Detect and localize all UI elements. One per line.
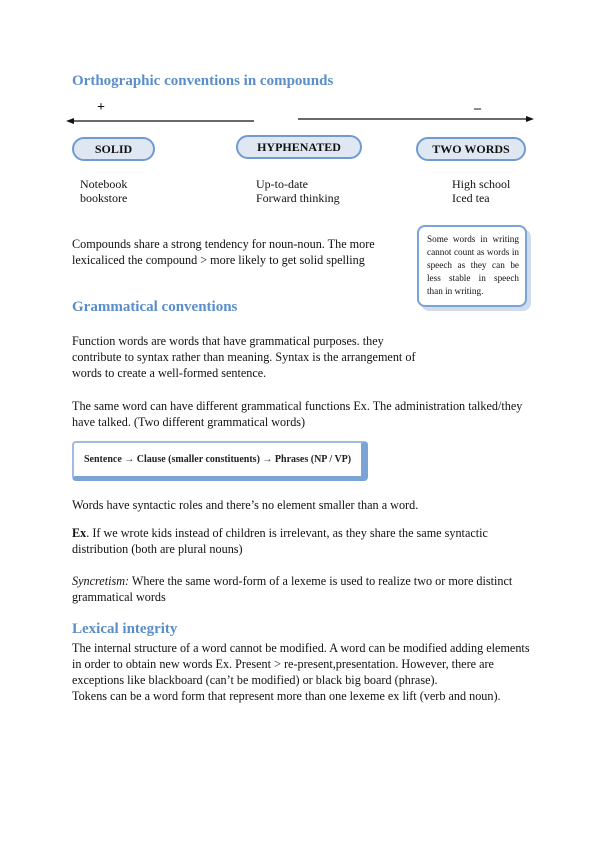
example-item: Up-to-date (256, 177, 308, 191)
examples-two-words (452, 177, 510, 205)
syntactic-roles-paragraph: Words have syntactic roles and there’s no element smaller than a word. (72, 498, 419, 512)
example-item: Notebook (80, 177, 128, 191)
pill-solid-label: SOLID (94, 141, 133, 156)
pill-two-words (416, 137, 526, 161)
formula-text: Sentence → Clause (smaller constituents) → Phrases (NP / VP) (84, 454, 352, 465)
right-arrow-head (526, 116, 534, 122)
pill-two-words-label: TWO WORDS (432, 141, 510, 156)
minus-symbol: – (474, 101, 481, 116)
compounds-note: Compounds share a strong tendency for noun-noun. The more lexicaliced the compound > more likely to get solid spelling (72, 237, 375, 267)
pill-hyphenated-label: HYPHENATED (257, 139, 341, 154)
example-item: Forward thinking (256, 191, 340, 205)
example-text: . If we wrote kids instead of children is irrelevant, as they share the same syntactic distribution (both are plural nouns) (72, 526, 488, 556)
grammatical-functions-paragraph: The same word can have different grammatical functions Ex. The administration talked/they have talked. (Two different grammatical words) (72, 399, 523, 429)
left-arrow-head (66, 118, 74, 124)
syncretism-term: Syncretism: (72, 574, 130, 588)
example-item: Iced tea (452, 191, 490, 205)
heading-lexical: Lexical integrity (72, 621, 178, 637)
tokens-paragraph: Tokens can be a word form that represent more than one lexeme ex lift (verb and noun). (72, 689, 501, 703)
examples-hyphenated (256, 177, 340, 205)
example-label: Ex (72, 526, 87, 540)
heading-grammatical: Grammatical conventions (72, 299, 238, 315)
examples-solid (80, 177, 127, 205)
lexical-integrity-paragraph: The internal structure of a word cannot be modified. A word can be modified adding elements in order to obtain new words Ex. Present > re-present,presentation. However, there are exceptions like blackboard (can’t be modified) or black big board (phrase). (72, 641, 530, 687)
example-item: High school (452, 177, 511, 191)
pill-solid (72, 137, 155, 161)
heading-orthographic: Orthographic conventions in compounds (72, 73, 334, 89)
plus-symbol: + (97, 100, 105, 115)
example-paragraph (72, 525, 517, 557)
example-item: bookstore (80, 191, 128, 205)
syncretism-definition: Where the same word-form of a lexeme is used to realize two or more distinct grammatical words (72, 574, 513, 604)
pill-hyphenated (236, 135, 362, 159)
formula-box (72, 441, 368, 481)
function-words-paragraph: Function words are words that have grammatical purposes. they contribute to syntax rather than meaning. Syntax is the arrangement of words to create a well-formed sentence. (72, 334, 416, 380)
syncretism-paragraph (72, 573, 527, 605)
spelling-arrows (66, 100, 536, 130)
side-note-text: Some words in writing cannot count as words in speech as they can be less stable in speech than in writing. (427, 234, 519, 296)
side-note-box (417, 225, 527, 307)
